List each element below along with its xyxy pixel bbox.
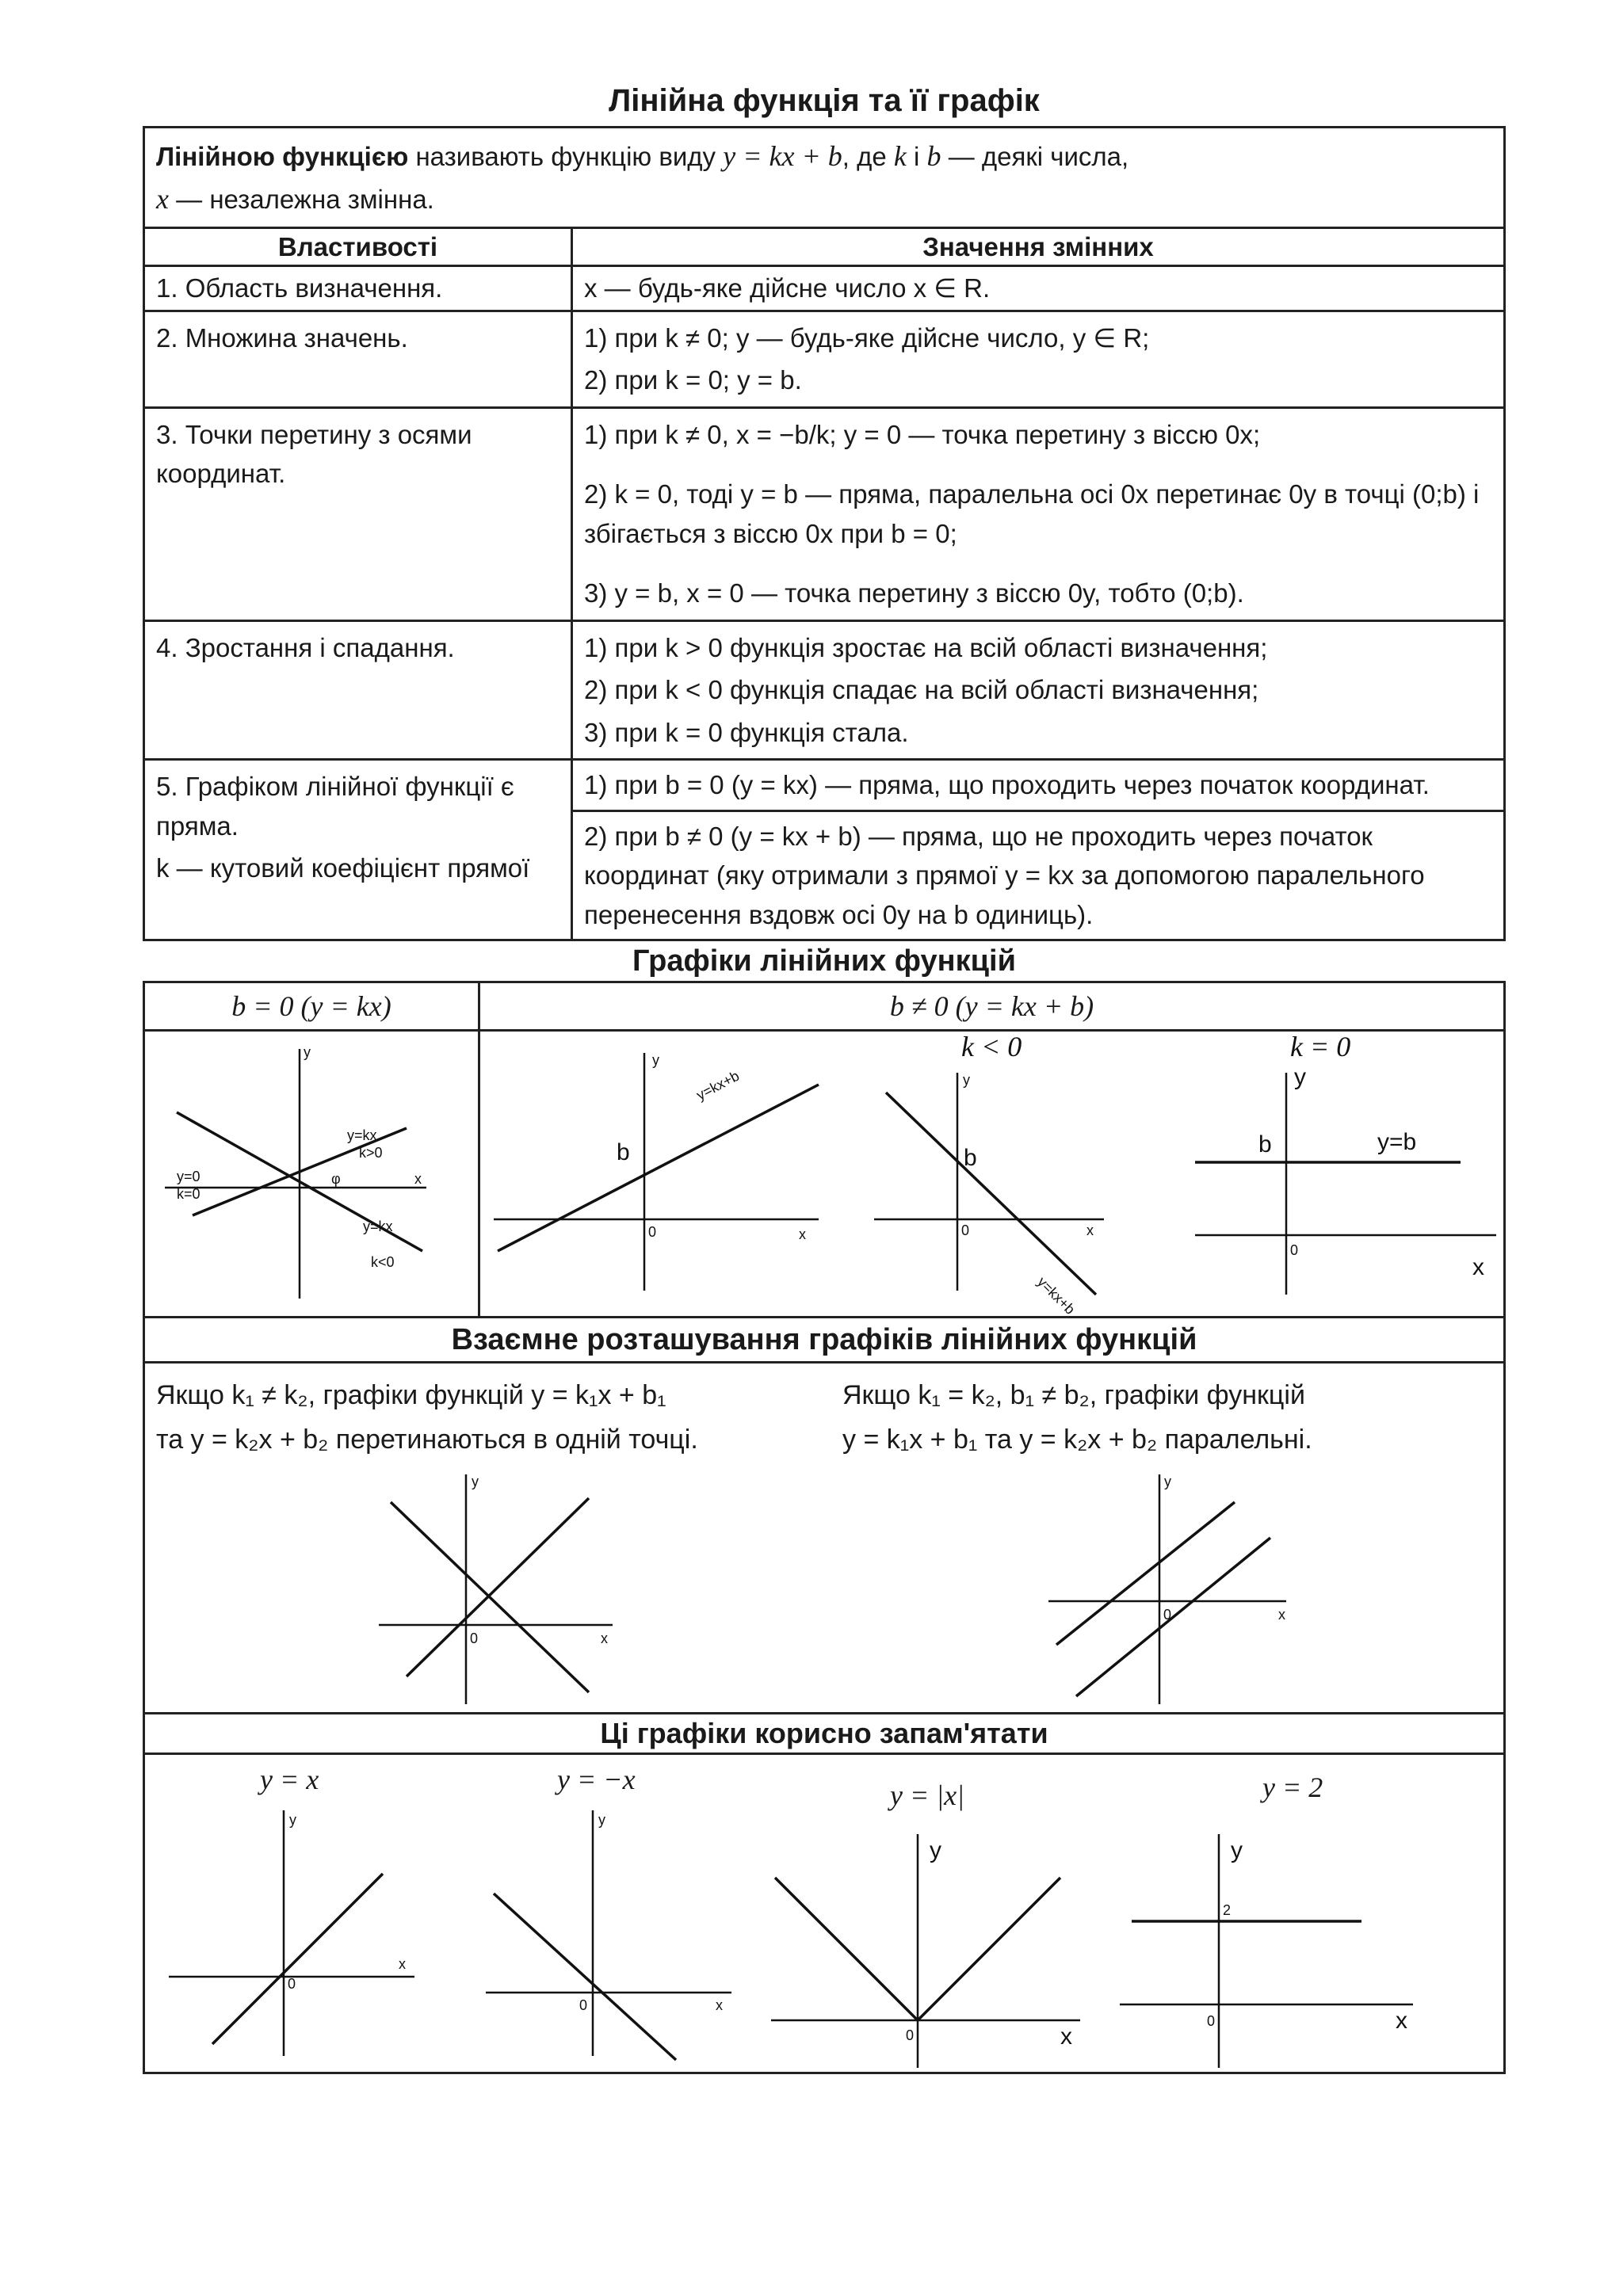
origin-label: 0 bbox=[1207, 2013, 1216, 2030]
property-cell: 4. Зростання і спадання. bbox=[144, 620, 572, 760]
definition-text-4: — незалежна змінна. bbox=[176, 185, 434, 214]
origin-label: 0 bbox=[648, 1224, 657, 1241]
value-cell bbox=[572, 266, 1505, 311]
graphs-section-title: Графіки лінійних функцій bbox=[632, 944, 1016, 978]
remember-section-title: Ці графіки корисно запам'ятати bbox=[143, 1714, 1506, 1755]
line-label: y=kx+b bbox=[693, 1067, 743, 1104]
value-line: 2) при b ≠ 0 (y = kx + b) — пряма, що не проходить через початок координат (яку отримали з прямої y = kx за допомогою паралельного перенесення вздовж осі 0y на b одиниць). bbox=[584, 821, 1425, 929]
angle-phi-label: φ bbox=[331, 1171, 341, 1188]
origin-label: 0 bbox=[961, 1222, 970, 1239]
caption-y-equals-2: y = 2 bbox=[1262, 1772, 1323, 1804]
value-cell bbox=[572, 311, 1505, 407]
relation-parallel-text bbox=[842, 1373, 1312, 1462]
axis-x-label: x bbox=[716, 1997, 723, 2014]
graphs-panel bbox=[143, 981, 1506, 1318]
origin-label: 0 bbox=[1290, 1242, 1299, 1259]
property-cell: 2. Множина значень. bbox=[144, 311, 572, 407]
intercept-b-label: b bbox=[617, 1139, 630, 1166]
function-line bbox=[498, 1085, 819, 1251]
definition-lead: Лінійною функцією bbox=[156, 142, 409, 171]
graph-y-equals-2 bbox=[1112, 1810, 1429, 2072]
property-cell: 1. Область визначення. bbox=[144, 266, 572, 311]
value-line: 3) при k = 0 функція стала. bbox=[584, 717, 909, 747]
value-line: 1) при k ≠ 0; y — будь-яке дійсне число, y ∈ R; bbox=[584, 322, 1150, 353]
column-header-values: Значення змінних bbox=[572, 228, 1505, 266]
value-cell bbox=[572, 407, 1505, 620]
page-title: Лінійна функція та її графік bbox=[609, 83, 1040, 118]
table-row bbox=[144, 407, 1505, 620]
graph-intersecting-lines bbox=[367, 1470, 628, 1708]
definition-and: і bbox=[914, 142, 920, 171]
graphs-header bbox=[145, 983, 1503, 1032]
origin-label: 0 bbox=[906, 2027, 915, 2044]
property-cell bbox=[144, 760, 572, 940]
relation-right-line-2: y = k₁x + b₁ та y = k₂x + b₂ паралельні. bbox=[842, 1425, 1312, 1455]
intercept-b-label: b bbox=[1258, 1131, 1272, 1158]
definition-text-1: називають функцію виду bbox=[415, 142, 716, 171]
definition-text-3: — деякі числа, bbox=[948, 142, 1129, 171]
zero-line-label: y=0 bbox=[177, 1169, 200, 1185]
axis-y-label: y bbox=[930, 1837, 941, 1864]
axis-x-label: x bbox=[601, 1630, 608, 1647]
line-one bbox=[1056, 1502, 1235, 1645]
graph-k-negative bbox=[858, 1029, 1175, 1318]
axis-y-label: y bbox=[472, 1474, 479, 1490]
property-cell: 3. Точки перетину з осями координат. bbox=[144, 407, 572, 620]
graph-k-zero bbox=[1183, 1029, 1508, 1314]
value-cell bbox=[572, 620, 1505, 760]
axis-y-label: y bbox=[1294, 1064, 1306, 1091]
value-line: 2) при k < 0 функція спадає на всій області визначення; bbox=[584, 675, 1259, 705]
function-line bbox=[886, 1093, 1096, 1295]
caption-y-equals-minus-x: y = −x bbox=[557, 1764, 636, 1796]
value-line: 1) при k > 0 функція зростає на всій області визначення; bbox=[584, 632, 1268, 662]
definition-text-2: , де bbox=[842, 142, 887, 171]
line-two bbox=[407, 1498, 589, 1676]
graph-b-positive bbox=[486, 1029, 834, 1314]
table-row bbox=[144, 266, 1505, 311]
axis-x-label: x bbox=[799, 1226, 806, 1243]
graphs-header-b-zero: b = 0 (y = kx) bbox=[145, 983, 480, 1029]
origin-label: 0 bbox=[579, 1997, 588, 2014]
properties-table bbox=[143, 126, 1506, 941]
line-two bbox=[1076, 1538, 1270, 1696]
caption-y-equals-abs-x: y = |x| bbox=[890, 1779, 965, 1812]
value-line: x — будь-яке дійсне число x ∈ R. bbox=[584, 273, 991, 303]
origin-label: 0 bbox=[470, 1630, 479, 1647]
table-row bbox=[144, 760, 1505, 940]
graph-y-equals-abs-x bbox=[763, 1810, 1096, 2072]
graph-y-equals-minus-x bbox=[478, 1802, 739, 2064]
graph-y-kx bbox=[145, 1029, 478, 1314]
axis-x-label: x bbox=[399, 1956, 406, 1973]
value-line: 3) y = b, x = 0 — точка перетину з віссю 0y, тобто (0;b). bbox=[584, 578, 1244, 608]
axis-x-label: x bbox=[1086, 1222, 1094, 1239]
origin-label: 0 bbox=[288, 1976, 296, 1993]
line-down-k-label: k<0 bbox=[371, 1254, 395, 1271]
definition-formula: y = kx + b bbox=[723, 140, 842, 172]
axis-y-label: y bbox=[1231, 1837, 1243, 1864]
zero-line-k-label: k=0 bbox=[177, 1186, 200, 1203]
graph-y-equals-x bbox=[161, 1802, 430, 2064]
value-line: 2) k = 0, тоді y = b — пряма, паралельна осі 0x перетинає 0y в точці (0;b) і збігається з віссю 0x при b = 0; bbox=[584, 479, 1480, 548]
table-row bbox=[144, 311, 1505, 407]
axis-y-label: y bbox=[1164, 1474, 1171, 1490]
axis-x-label: x bbox=[1278, 1607, 1285, 1623]
axis-y-label: y bbox=[652, 1052, 659, 1069]
graphs-divider bbox=[478, 1029, 480, 1316]
value-line: 2) при k = 0; y = b. bbox=[584, 365, 802, 395]
function-line bbox=[212, 1874, 383, 2044]
line-up-k-label: k>0 bbox=[359, 1145, 383, 1161]
axis-x-label: x bbox=[1472, 1254, 1484, 1281]
relation-left-line-2: та y = k₂x + b₂ перетинаються в одній точці. bbox=[156, 1425, 698, 1455]
k-negative-caption: k < 0 bbox=[961, 1031, 1022, 1063]
value-line: 1) при b = 0 (y = kx) — пряма, що проходить через початок координат. bbox=[573, 761, 1503, 812]
line-label: y=b bbox=[1377, 1129, 1417, 1156]
column-header-properties: Властивості bbox=[144, 228, 572, 266]
axis-y-label: y bbox=[963, 1072, 970, 1089]
intercept-b-label: b bbox=[964, 1145, 977, 1172]
line-up-label: y=kx bbox=[347, 1127, 377, 1144]
value-cell bbox=[572, 760, 1505, 940]
line-down-label: y=kx bbox=[363, 1219, 393, 1235]
remember-panel bbox=[143, 1755, 1506, 2074]
definition-x: x bbox=[156, 183, 169, 215]
value-two-label: 2 bbox=[1223, 1902, 1232, 1919]
line-label: y=kx+b bbox=[1034, 1273, 1079, 1318]
relation-panel bbox=[143, 1363, 1506, 1714]
axis-x-label: x bbox=[1396, 2008, 1407, 2035]
origin-label: 0 bbox=[1163, 1607, 1172, 1623]
definition-cell bbox=[144, 128, 1505, 228]
axis-x-label: x bbox=[1060, 2023, 1072, 2050]
relation-right-line-1: Якщо k₁ = k₂, b₁ ≠ b₂, графіки функцій bbox=[842, 1380, 1305, 1411]
reference-sheet bbox=[143, 75, 1506, 2074]
table-row bbox=[144, 620, 1505, 760]
property-text: 5. Графіком лінійної функції є пряма. bbox=[156, 772, 514, 841]
definition-b: b bbox=[926, 140, 941, 172]
graphs-header-b-nonzero: b ≠ 0 (y = kx + b) bbox=[889, 990, 1094, 1023]
graph-parallel-lines bbox=[1041, 1470, 1302, 1708]
definition-k: k bbox=[893, 140, 907, 172]
axis-y-label: y bbox=[598, 1812, 605, 1829]
axis-y-label: y bbox=[304, 1044, 311, 1061]
k-zero-caption: k = 0 bbox=[1290, 1031, 1351, 1063]
property-text: k — кутовий коефіцієнт прямої bbox=[156, 853, 530, 883]
relation-left-line-1: Якщо k₁ ≠ k₂, графіки функцій y = k₁x + b₁ bbox=[156, 1380, 666, 1411]
relation-intersect-text bbox=[156, 1373, 698, 1462]
axis-y-label: y bbox=[289, 1812, 296, 1829]
function-line bbox=[494, 1894, 676, 2060]
value-line: 1) при k ≠ 0, x = −b/k; y = 0 — точка перетину з віссю 0x; bbox=[584, 419, 1261, 449]
caption-y-equals-x: y = x bbox=[260, 1764, 319, 1796]
axis-x-label: x bbox=[414, 1171, 422, 1188]
relation-section-title: Взаємне розташування графіків лінійних функцій bbox=[143, 1318, 1506, 1363]
